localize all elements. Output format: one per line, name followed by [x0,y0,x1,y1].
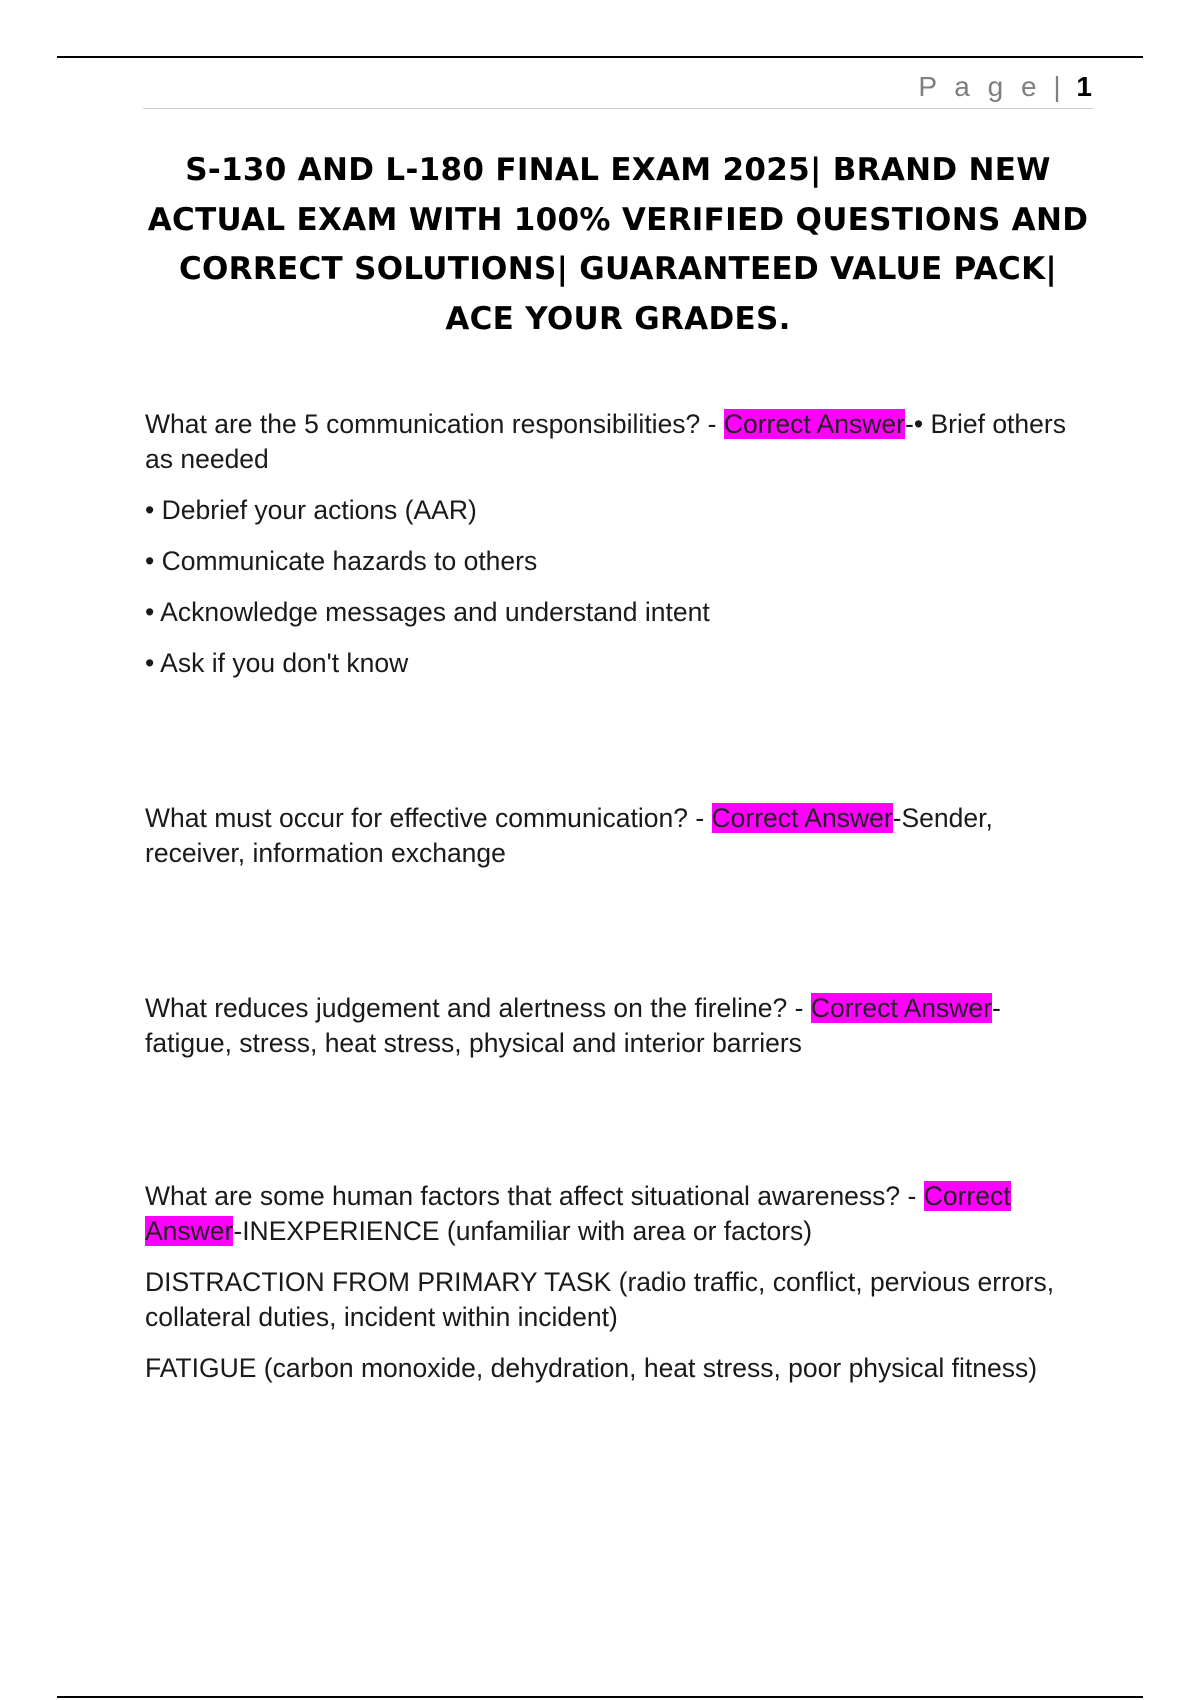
bottom-rule [57,1696,1143,1698]
answer-text: -fatigue, stress, heat stress, physical and interior barriers [145,993,1001,1058]
answer-text: -INEXPERIENCE (unfamiliar with area or factors) [233,1216,813,1246]
page-header [918,70,1092,104]
correct-answer-highlight: Correct Answer [145,1181,1011,1246]
correct-answer-highlight: Correct Answer [723,409,905,439]
question-line [145,801,1075,871]
qa-item-communication-responsibilities [145,407,1075,697]
correct-answer-highlight: Correct Answer [810,993,992,1023]
page-label: P a g e [918,71,1042,102]
page-number: 1 [1076,71,1092,102]
question-text: What are some human factors that affect situational awareness? - [145,1181,924,1211]
question-text: What reduces judgement and alertness on the fireline? - [145,993,811,1023]
question-line [145,1179,1075,1249]
answer-line: DISTRACTION FROM PRIMARY TASK (radio traffic, conflict, pervious errors, collateral duties, incident within incident) [145,1267,1055,1332]
answer-text: -Sender, receiver, information exchange [145,803,993,868]
qa-item-effective-communication [145,801,1075,887]
answer-line: FATIGUE (carbon monoxide, dehydration, heat stress, poor physical fitness) [145,1353,1038,1383]
answer-line: • Ask if you don't know [145,648,409,678]
correct-answer-highlight: Correct Answer [711,803,893,833]
answer-line: • Communicate hazards to others [145,546,538,576]
question-line [145,991,1075,1061]
document-title: S-130 AND L-180 FINAL EXAM 2025| BRAND NEW ACTUAL EXAM WITH 100% VERIFIED QUESTIONS AND CORRECT SOLUTIONS| GUARANTEED VALUE PACK| ACE YOUR GRADES. [147,152,1089,337]
page-separator: | [1053,71,1061,102]
question-text: What must occur for effective communication? - [145,803,712,833]
header-divider [143,108,1093,109]
answer-line: • Debrief your actions (AAR) [145,495,477,525]
qa-item-judgement-alertness [145,991,1075,1077]
question-line [145,407,1075,477]
answer-text: -• Brief others as needed [145,409,1066,474]
top-rule [57,56,1143,58]
question-text: What are the 5 communication responsibilities? - [145,409,724,439]
answer-line: • Acknowledge messages and understand intent [145,597,710,627]
qa-item-human-factors [145,1179,1075,1402]
